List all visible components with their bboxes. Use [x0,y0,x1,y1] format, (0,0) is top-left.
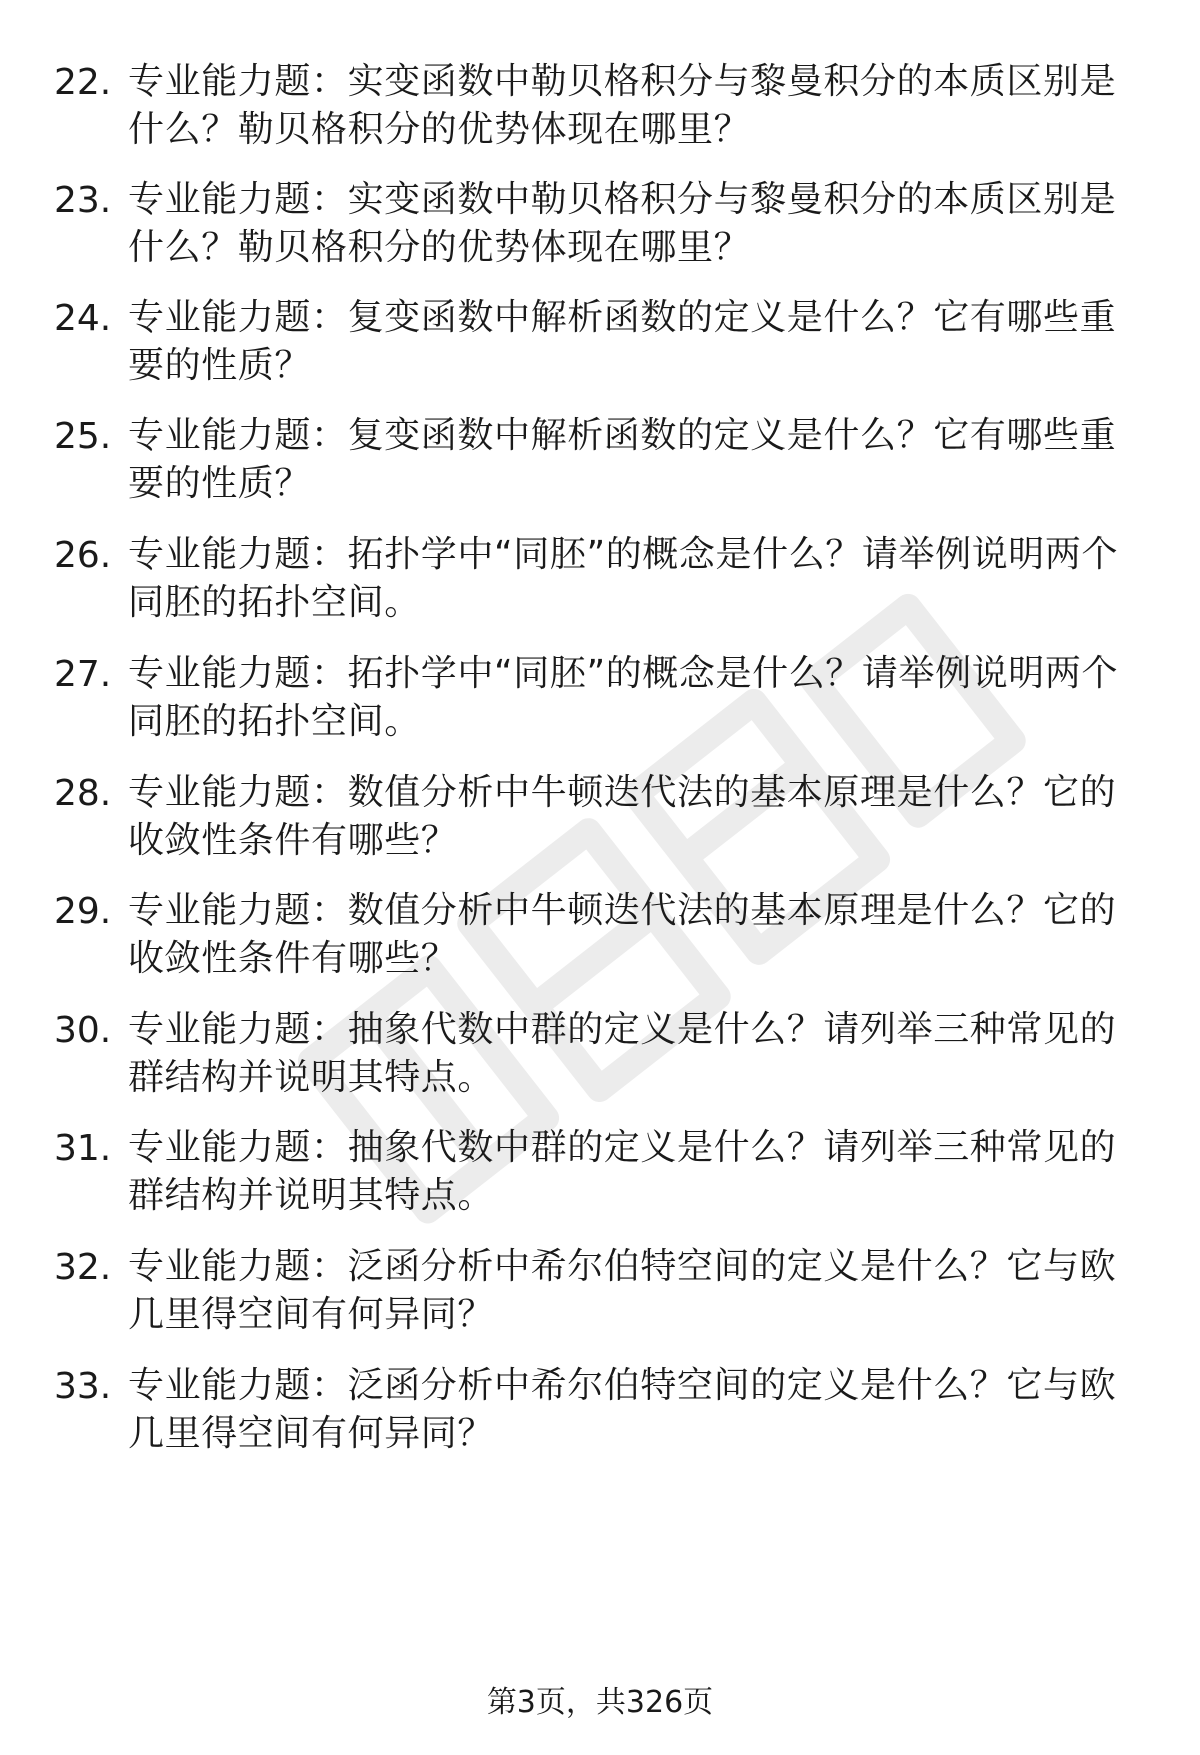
question-text: 专业能力题：泛函分析中希尔伯特空间的定义是什么？它与欧几里得空间有何异同？ [128,1246,1117,1335]
page-footer: 第3页，共326页 [486,1685,714,1720]
question-number: 23. [54,180,112,221]
question-number: 26. [54,535,112,576]
question-text: 专业能力题：抽象代数中群的定义是什么？请列举三种常见的群结构并说明其特点。 [128,1009,1117,1098]
question-number: 25. [54,416,112,457]
question-text: 专业能力题：数值分析中牛顿迭代法的基本原理是什么？它的收敛性条件有哪些？ [128,772,1117,861]
question-number: 27. [54,654,112,695]
question-text: 专业能力题：泛函分析中希尔伯特空间的定义是什么？它与欧几里得空间有何异同？ [128,1365,1117,1454]
question-number: 24. [54,298,112,339]
question-text: 专业能力题：复变函数中解析函数的定义是什么？它有哪些重要的性质？ [128,415,1117,504]
question-text: 专业能力题：数值分析中牛顿迭代法的基本原理是什么？它的收敛性条件有哪些？ [128,890,1117,979]
question-text: 专业能力题：实变函数中勒贝格积分与黎曼积分的本质区别是什么？勒贝格积分的优势体现在哪里？ [128,61,1117,150]
question-number: 22. [54,62,112,103]
question-number: 28. [54,773,112,814]
question-text: 专业能力题：抽象代数中群的定义是什么？请列举三种常见的群结构并说明其特点。 [128,1127,1117,1216]
question-number: 31. [54,1128,112,1169]
question-text: 专业能力题：拓扑学中“同胚”的概念是什么？请举例说明两个同胚的拓扑空间。 [128,653,1119,742]
question-text: 专业能力题：实变函数中勒贝格积分与黎曼积分的本质区别是什么？勒贝格积分的优势体现在哪里？ [128,179,1117,268]
question-number: 33. [54,1366,112,1407]
question-number: 32. [54,1247,112,1288]
question-number: 29. [54,891,112,932]
question-text: 专业能力题：拓扑学中“同胚”的概念是什么？请举例说明两个同胚的拓扑空间。 [128,534,1119,623]
question-text: 专业能力题：复变函数中解析函数的定义是什么？它有哪些重要的性质？ [128,297,1117,386]
question-number: 30. [54,1010,112,1051]
